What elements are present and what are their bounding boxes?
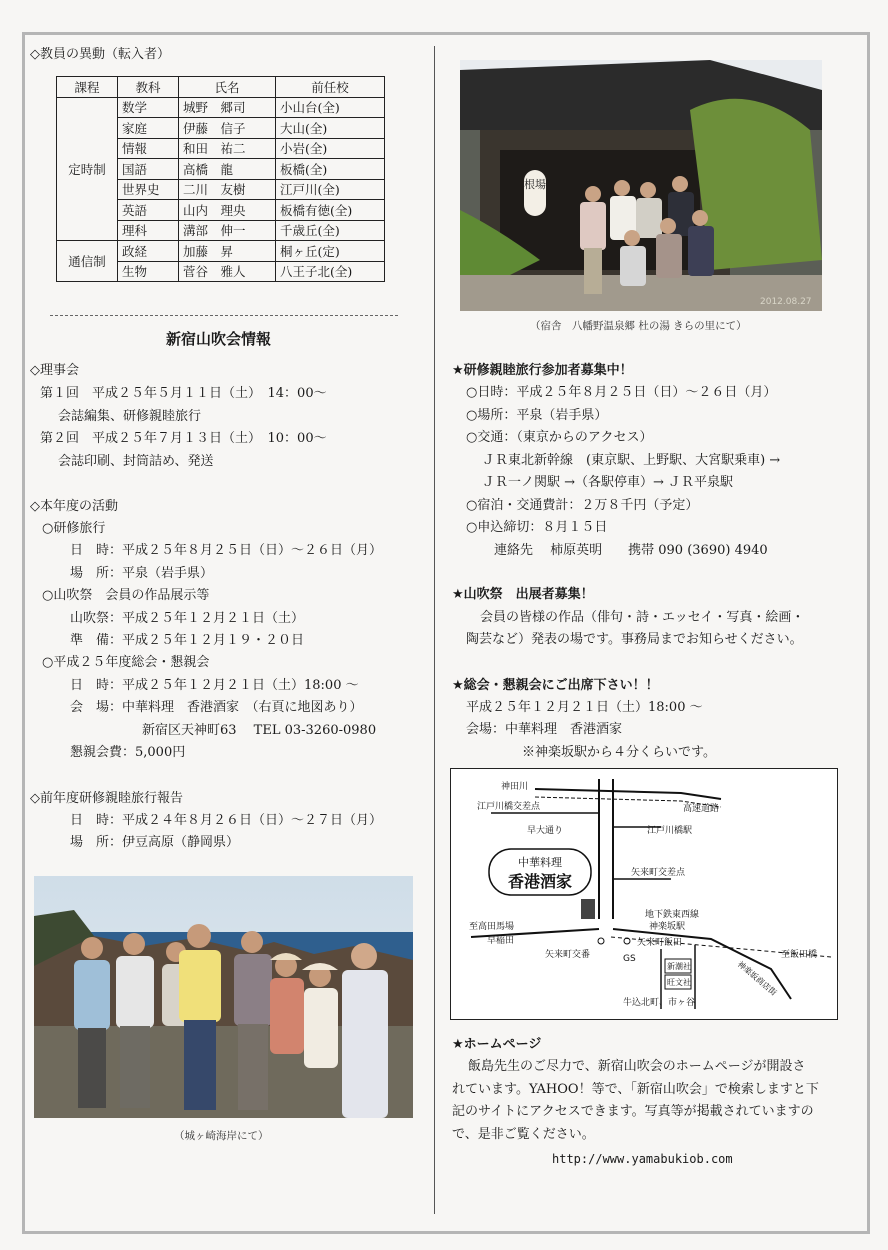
trip-recruit-line: ○場所：平泉（岩手県） <box>466 408 608 423</box>
col-header: 前任校 <box>276 77 385 98</box>
map-label-yaraicho-koban: 矢来町交番 <box>545 950 591 960</box>
trip-recruit-line: ○申込締切：８月１５日 <box>466 520 608 535</box>
general-line: ※神楽坂駅から４分くらいです。 <box>522 745 716 760</box>
homepage-line: れています。YAHOO！等で、「新宿山吹会」で検索しますと下 <box>452 1082 819 1097</box>
name-cell: 加藤 昇 <box>179 241 276 262</box>
school-cell: 小岩(全) <box>276 138 385 159</box>
trip-recruit-line: 連絡先 柿原英明 携帯 090 (3690) 4940 <box>494 543 768 558</box>
name-cell: 菅谷 雅人 <box>179 261 276 282</box>
trip-recruit-line: ○日時：平成２５年８月２５日（日）～２６日（月） <box>466 385 777 400</box>
homepage-heading: ★ホームページ <box>452 1037 542 1052</box>
trip-recruit-line: ○交通：（東京からのアクセス） <box>466 430 653 445</box>
map-label-to-takadanobaba: 至高田馬場 <box>469 922 515 932</box>
activity-line: 新宿区天神町63 TEL 03-3260-0980 <box>142 723 377 738</box>
map-label-restaurant-2: 香港酒家 <box>507 872 573 891</box>
general-heading: ★総会・懇親会にご出席下さい！！ <box>452 678 659 693</box>
map-label-obunsha: 旺文社 <box>667 978 691 987</box>
board-line: 会誌印刷、封筒詰め、発送 <box>58 454 214 469</box>
course-cell: 通信制 <box>57 241 118 282</box>
map-label-waseda: 早稲田 <box>487 936 515 946</box>
map-label-yaraicho-iida: 矢来町飯田 <box>637 938 683 948</box>
photo-date-stamp: 2012.08.27 <box>760 297 812 307</box>
subject-cell: 家庭 <box>118 118 179 139</box>
general-line: 平成２５年１２月２１日（土）18:00 ～ <box>466 700 703 715</box>
map-label-kagurazaka-station: 神楽坂駅 <box>649 922 686 932</box>
name-cell: 山内 理央 <box>179 200 276 221</box>
trip-recruit-line: ＪＲ一ノ関駅 →（各駅停車）→ ＪＲ平泉駅 <box>482 475 734 490</box>
name-cell: 高橋 龍 <box>179 159 276 180</box>
activity-line: ○研修旅行 <box>42 521 106 536</box>
course-cell: 定時制 <box>57 97 118 241</box>
map-label-to-iidabashi: 至飯田橋 <box>781 950 818 960</box>
subject-cell: 政経 <box>118 241 179 262</box>
map-label-expressway: 高速道路 <box>683 804 720 814</box>
name-cell: 城野 郷司 <box>179 97 276 118</box>
board-heading: ◇理事会 <box>30 363 79 378</box>
coast-photo-caption: （城ヶ崎海岸にて） <box>174 1130 269 1142</box>
name-cell: 二川 友樹 <box>179 179 276 200</box>
inn-photo-caption: （宿舎 八幡野温泉郷 杜の湯 きらの里にて） <box>530 320 747 332</box>
map-label-shinchosha: 新潮社 <box>667 962 691 971</box>
last-trip-heading: ◇前年度研修親睦旅行報告 <box>30 791 183 806</box>
activity-line: 会 場：中華料理 香港酒家 （右頁に地図あり） <box>70 700 363 715</box>
festival-line: 陶芸など）発表の場です。事務局までお知らせください。 <box>466 632 803 647</box>
map-label-river: 神田川 <box>501 782 529 792</box>
homepage-line: 飯島先生のご尽力で、新宿山吹会のホームページが開設さ <box>468 1059 806 1074</box>
activity-line: 山吹祭：平成２５年１２月２１日（土） <box>70 611 305 626</box>
table-header-row <box>57 77 385 98</box>
map-label-gs: GS <box>623 954 636 964</box>
board-line: 第１回 平成２５年５月１１日（土） 14：00～ <box>40 386 327 401</box>
general-line: 会場：中華料理 香港酒家 <box>466 722 623 737</box>
school-cell: 桐ヶ丘(定) <box>276 241 385 262</box>
table-row <box>57 97 385 118</box>
school-cell: 大山(全) <box>276 118 385 139</box>
activities-heading: ◇本年度の活動 <box>30 499 118 514</box>
subject-cell: 英語 <box>118 200 179 221</box>
name-cell: 和田 祐二 <box>179 138 276 159</box>
school-cell: 小山台(全) <box>276 97 385 118</box>
activity-line: 日 時：平成２５年１２月２１日（土）18:00 ～ <box>70 678 359 693</box>
trip-recruit-line: ○宿泊・交通費計：２万８千円（予定） <box>466 498 699 513</box>
homepage-url-link[interactable]: http://www.yamabukiob.com <box>552 1152 733 1166</box>
trip-recruit-line: ＪＲ東北新幹線 (東京駅、上野駅、大宮駅乗車) → <box>482 453 781 468</box>
inn-sign: 根場 <box>524 178 546 191</box>
name-cell: 伊藤 信子 <box>179 118 276 139</box>
col-header: 氏名 <box>179 77 276 98</box>
school-cell: 板橋有徳(全) <box>276 200 385 221</box>
inn-group-photo <box>460 60 822 311</box>
activity-line: 準 備：平成２５年１２月１９・２０日 <box>70 633 305 648</box>
map-label-tozai-line: 地下鉄東西線 <box>645 910 700 920</box>
activity-line: 場 所：平泉（岩手県） <box>70 566 214 581</box>
map-label-yaraicho-cross: 矢来町交差点 <box>631 868 686 878</box>
last-trip-line: 場 所：伊豆高原（静岡県） <box>70 835 240 850</box>
map-label-restaurant-1: 中華料理 <box>518 856 562 869</box>
trip-recruit-heading: ★研修親睦旅行参加者募集中！ <box>452 363 633 378</box>
activity-line: 日 時：平成２５年８月２５日（日）～２６日（月） <box>70 543 383 558</box>
homepage-line: で、是非ご覧ください。 <box>452 1127 595 1142</box>
activity-line: 懇親会費：5,000円 <box>70 745 186 760</box>
column-divider <box>434 46 435 1214</box>
transfer-table <box>56 76 385 282</box>
map-label-edogawabashi-cross: 江戸川橋交差点 <box>477 802 541 812</box>
school-cell: 千歳丘(全) <box>276 220 385 241</box>
subject-cell: 情報 <box>118 138 179 159</box>
festival-heading: ★山吹祭 出展者募集！ <box>452 587 594 602</box>
access-map <box>450 768 838 1020</box>
activity-line: ○平成２５年度総会・懇親会 <box>42 655 210 670</box>
map-label-wasedadori: 早大通り <box>527 826 564 836</box>
activity-line: ○山吹祭 会員の作品展示等 <box>42 588 210 603</box>
col-header: 教科 <box>118 77 179 98</box>
name-cell: 溝部 伸一 <box>179 220 276 241</box>
last-trip-line: 日 時：平成２４年８月２６日（日）～２７日（月） <box>70 813 383 828</box>
section-separator <box>50 315 398 316</box>
subject-cell: 理科 <box>118 220 179 241</box>
school-cell: 板橋(全) <box>276 159 385 180</box>
subject-cell: 生物 <box>118 261 179 282</box>
info-title: 新宿山吹会情報 <box>166 330 272 348</box>
map-label-kagurazaka-street: 神楽坂商店街 <box>735 959 779 998</box>
col-header: 課程 <box>57 77 118 98</box>
school-cell: 八王子北(全) <box>276 261 385 282</box>
map-label-ushigome: 牛込北町、市ヶ谷 <box>623 998 696 1008</box>
subject-cell: 数学 <box>118 97 179 118</box>
subject-cell: 世界史 <box>118 179 179 200</box>
board-line: 会誌編集、研修親睦旅行 <box>58 409 202 424</box>
homepage-line: 記のサイトにアクセスできます。写真等が掲載されていますの <box>452 1104 814 1119</box>
coast-group-photo <box>34 876 413 1118</box>
board-line: 第２回 平成２５年７月１３日（土） 10：00～ <box>40 431 327 446</box>
table-row <box>57 241 385 262</box>
festival-line: 会員の皆様の作品（俳句・詩・エッセイ・写真・絵画・ <box>480 610 805 625</box>
school-cell: 江戸川(全) <box>276 179 385 200</box>
map-label-edogawabashi-station: 江戸川橋駅 <box>647 826 693 836</box>
subject-cell: 国語 <box>118 159 179 180</box>
transfer-heading: ◇教員の異動（転入者） <box>30 47 170 62</box>
